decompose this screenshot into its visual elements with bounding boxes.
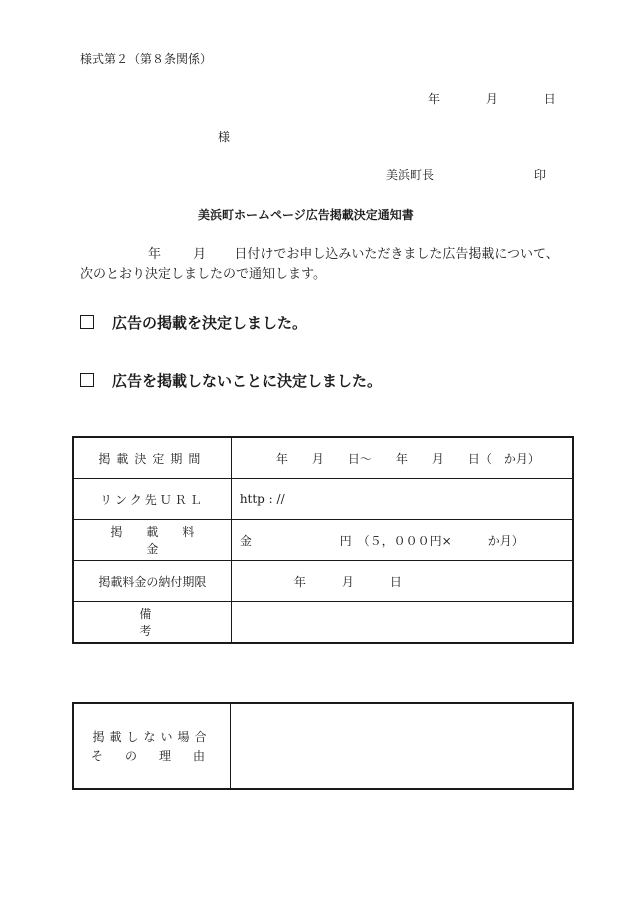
table-row (73, 520, 573, 561)
option-decided-label: 広告の掲載を決定しました。 (112, 314, 308, 332)
reason-label (73, 703, 231, 789)
option-rejected-label: 広告を掲載しないことに決定しました。 (112, 372, 383, 390)
issuer-seal: 印 (533, 168, 546, 182)
date-month: 月 (485, 92, 498, 106)
table-row (73, 703, 573, 789)
table-row (73, 561, 573, 602)
intro-rest: 日付けでお申し込みいただきました広告掲載について、 (234, 247, 559, 262)
fee-label (73, 520, 231, 561)
intro-year: 年 (148, 247, 162, 262)
remarks-value[interactable] (231, 602, 573, 644)
deadline-value (231, 561, 573, 602)
deadline-label (73, 561, 231, 602)
date-day: 日 (543, 92, 556, 106)
fee-value (231, 520, 573, 561)
option-decided (80, 312, 307, 333)
period-label (73, 437, 231, 479)
details-table (72, 436, 574, 644)
addressee-suffix: 様 (218, 130, 231, 144)
issuer-title: 美浜町長 (386, 168, 435, 182)
issuer-line (386, 166, 546, 183)
checkbox-decided[interactable] (80, 315, 94, 329)
date-year: 年 (428, 92, 441, 106)
url-label-text: リンク先ＵＲＬ (100, 492, 205, 507)
deadline-label-text: 掲載料金の納付期限 (98, 574, 207, 589)
reason-value[interactable] (231, 703, 573, 789)
url-value-text: http : // (239, 492, 285, 506)
period-value (231, 437, 573, 479)
fee-value-text: 円 （５，０００円× か月） (339, 533, 524, 548)
table-row (73, 479, 573, 520)
period-value-text: 年 月 日～ 年 月 日（ か月） (275, 451, 540, 466)
remarks-label (73, 602, 231, 644)
intro-line-1 (148, 243, 559, 262)
checkbox-rejected[interactable] (80, 373, 94, 387)
reason-label-line1: 掲載しない場合 (92, 730, 212, 744)
url-value (231, 479, 573, 520)
intro-month: 月 (193, 247, 207, 262)
document-title: 美浜町ホームページ広告掲載決定通知書 (198, 208, 414, 222)
table-row (73, 437, 573, 479)
remarks-label-text: 備考 (139, 607, 212, 638)
reason-table (72, 702, 574, 790)
intro-line-2: 次のとおり決定しましたので通知します。 (80, 267, 326, 282)
period-label-text: 掲載決定期間 (98, 451, 207, 466)
table-row (73, 602, 573, 644)
fee-prefix: 金 (239, 533, 252, 548)
url-label (73, 479, 231, 520)
date-line (428, 90, 556, 107)
form-number: 様式第２（第８条関係） (80, 52, 213, 66)
deadline-value-text: 年 月 日 (293, 574, 402, 589)
fee-label-text: 掲載料金 (110, 525, 219, 556)
reason-label-line2: その理由 (91, 749, 228, 763)
option-rejected (80, 370, 382, 391)
